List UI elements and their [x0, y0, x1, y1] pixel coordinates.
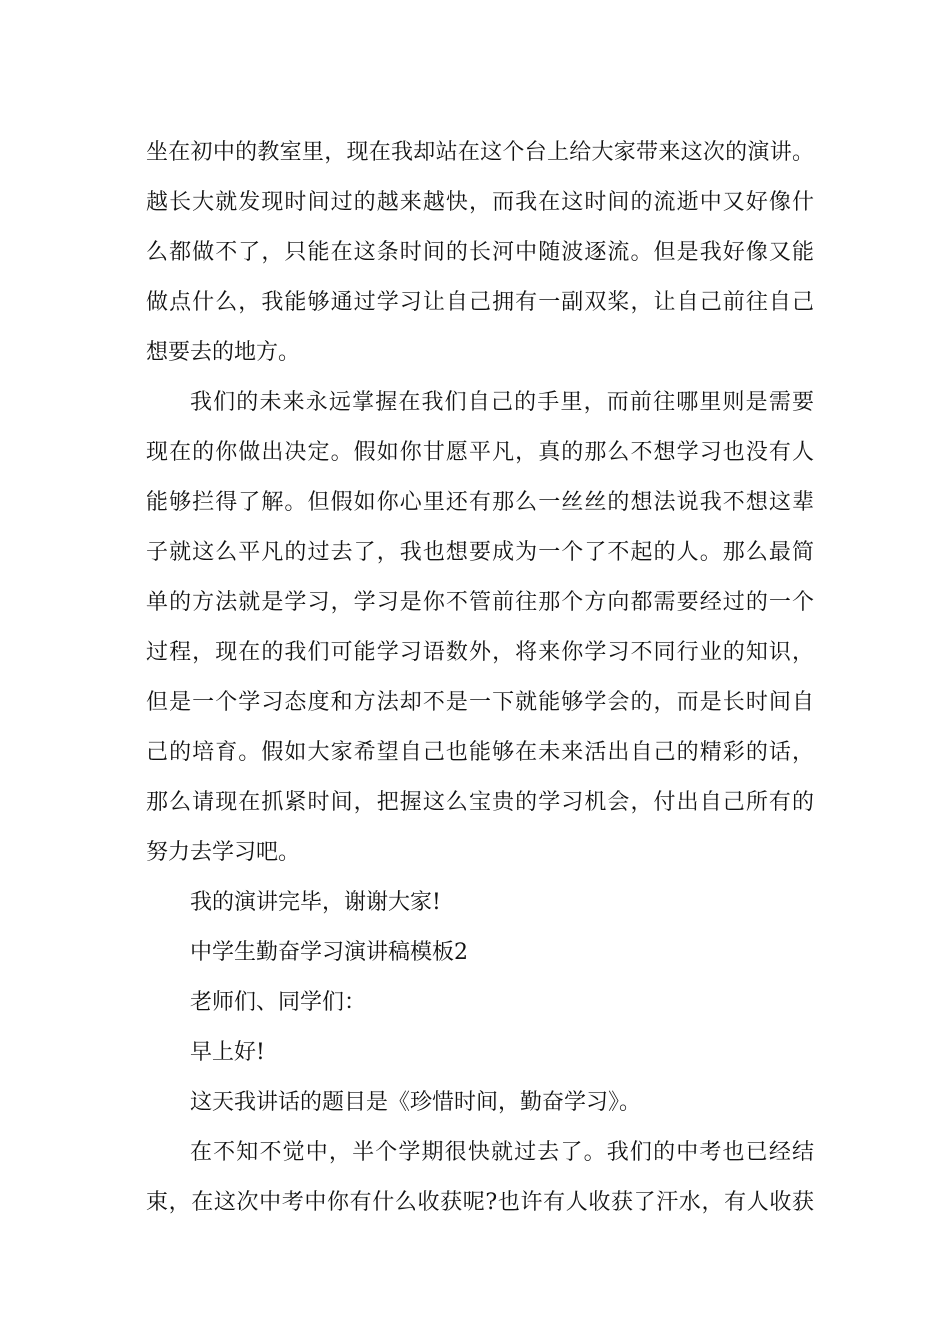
section-title: 中学生勤奋学习演讲稿模板2 [190, 940, 468, 965]
salutation: 老师们、同学们： [190, 990, 367, 1015]
closing-line: 我的演讲完毕，谢谢大家! [190, 890, 441, 915]
text-line: 己的培育。假如大家希望自己也能够在未来活出自己的精彩的话， [146, 740, 814, 765]
text-line: 么都做不了，只能在这条时间的长河中随波逐流。但是我好像又能 [146, 240, 814, 265]
topic-line: 这天我讲话的题目是《珍惜时间，勤奋学习》。 [190, 1090, 642, 1115]
text-line: 越长大就发现时间过的越来越快，而我在这时间的流逝中又好像什 [146, 190, 814, 215]
text-line: 现在的你做出决定。假如你甘愿平凡，真的那么不想学习也没有人 [146, 440, 814, 465]
text-line: 努力去学习吧。 [146, 840, 301, 865]
text-line: 能够拦得了解。但假如你心里还有那么一丝丝的想法说我不想这辈 [146, 490, 814, 515]
text-line: 那么请现在抓紧时间，把握这么宝贵的学习机会，付出自己所有的 [146, 790, 814, 815]
text-line: 过程，现在的我们可能学习语数外，将来你学习不同行业的知识， [146, 640, 814, 665]
text-line: 坐在初中的教室里，现在我却站在这个台上给大家带来这次的演讲。 [146, 140, 814, 165]
text-line: 子就这么平凡的过去了，我也想要成为一个了不起的人。那么最简 [146, 540, 814, 565]
text-line: 束，在这次中考中你有什么收获呢?也许有人收获了汗水，有人收获 [146, 1190, 814, 1215]
text-line: 单的方法就是学习，学习是你不管前往那个方向都需要经过的一个 [146, 590, 814, 615]
text-line: 做点什么，我能够通过学习让自己拥有一副双桨，让自己前往自己 [146, 290, 814, 315]
text-line: 但是一个学习态度和方法却不是一下就能够学会的，而是长时间自 [146, 690, 814, 715]
document-body [146, 128, 814, 1228]
paragraph-first-line: 在不知不觉中，半个学期很快就过去了。我们的中考也已经结 [190, 1140, 814, 1165]
greeting: 早上好! [190, 1040, 265, 1065]
paragraph-first-line: 我们的未来永远掌握在我们自己的手里，而前往哪里则是需要 [190, 390, 814, 415]
text-line: 想要去的地方。 [146, 340, 301, 365]
